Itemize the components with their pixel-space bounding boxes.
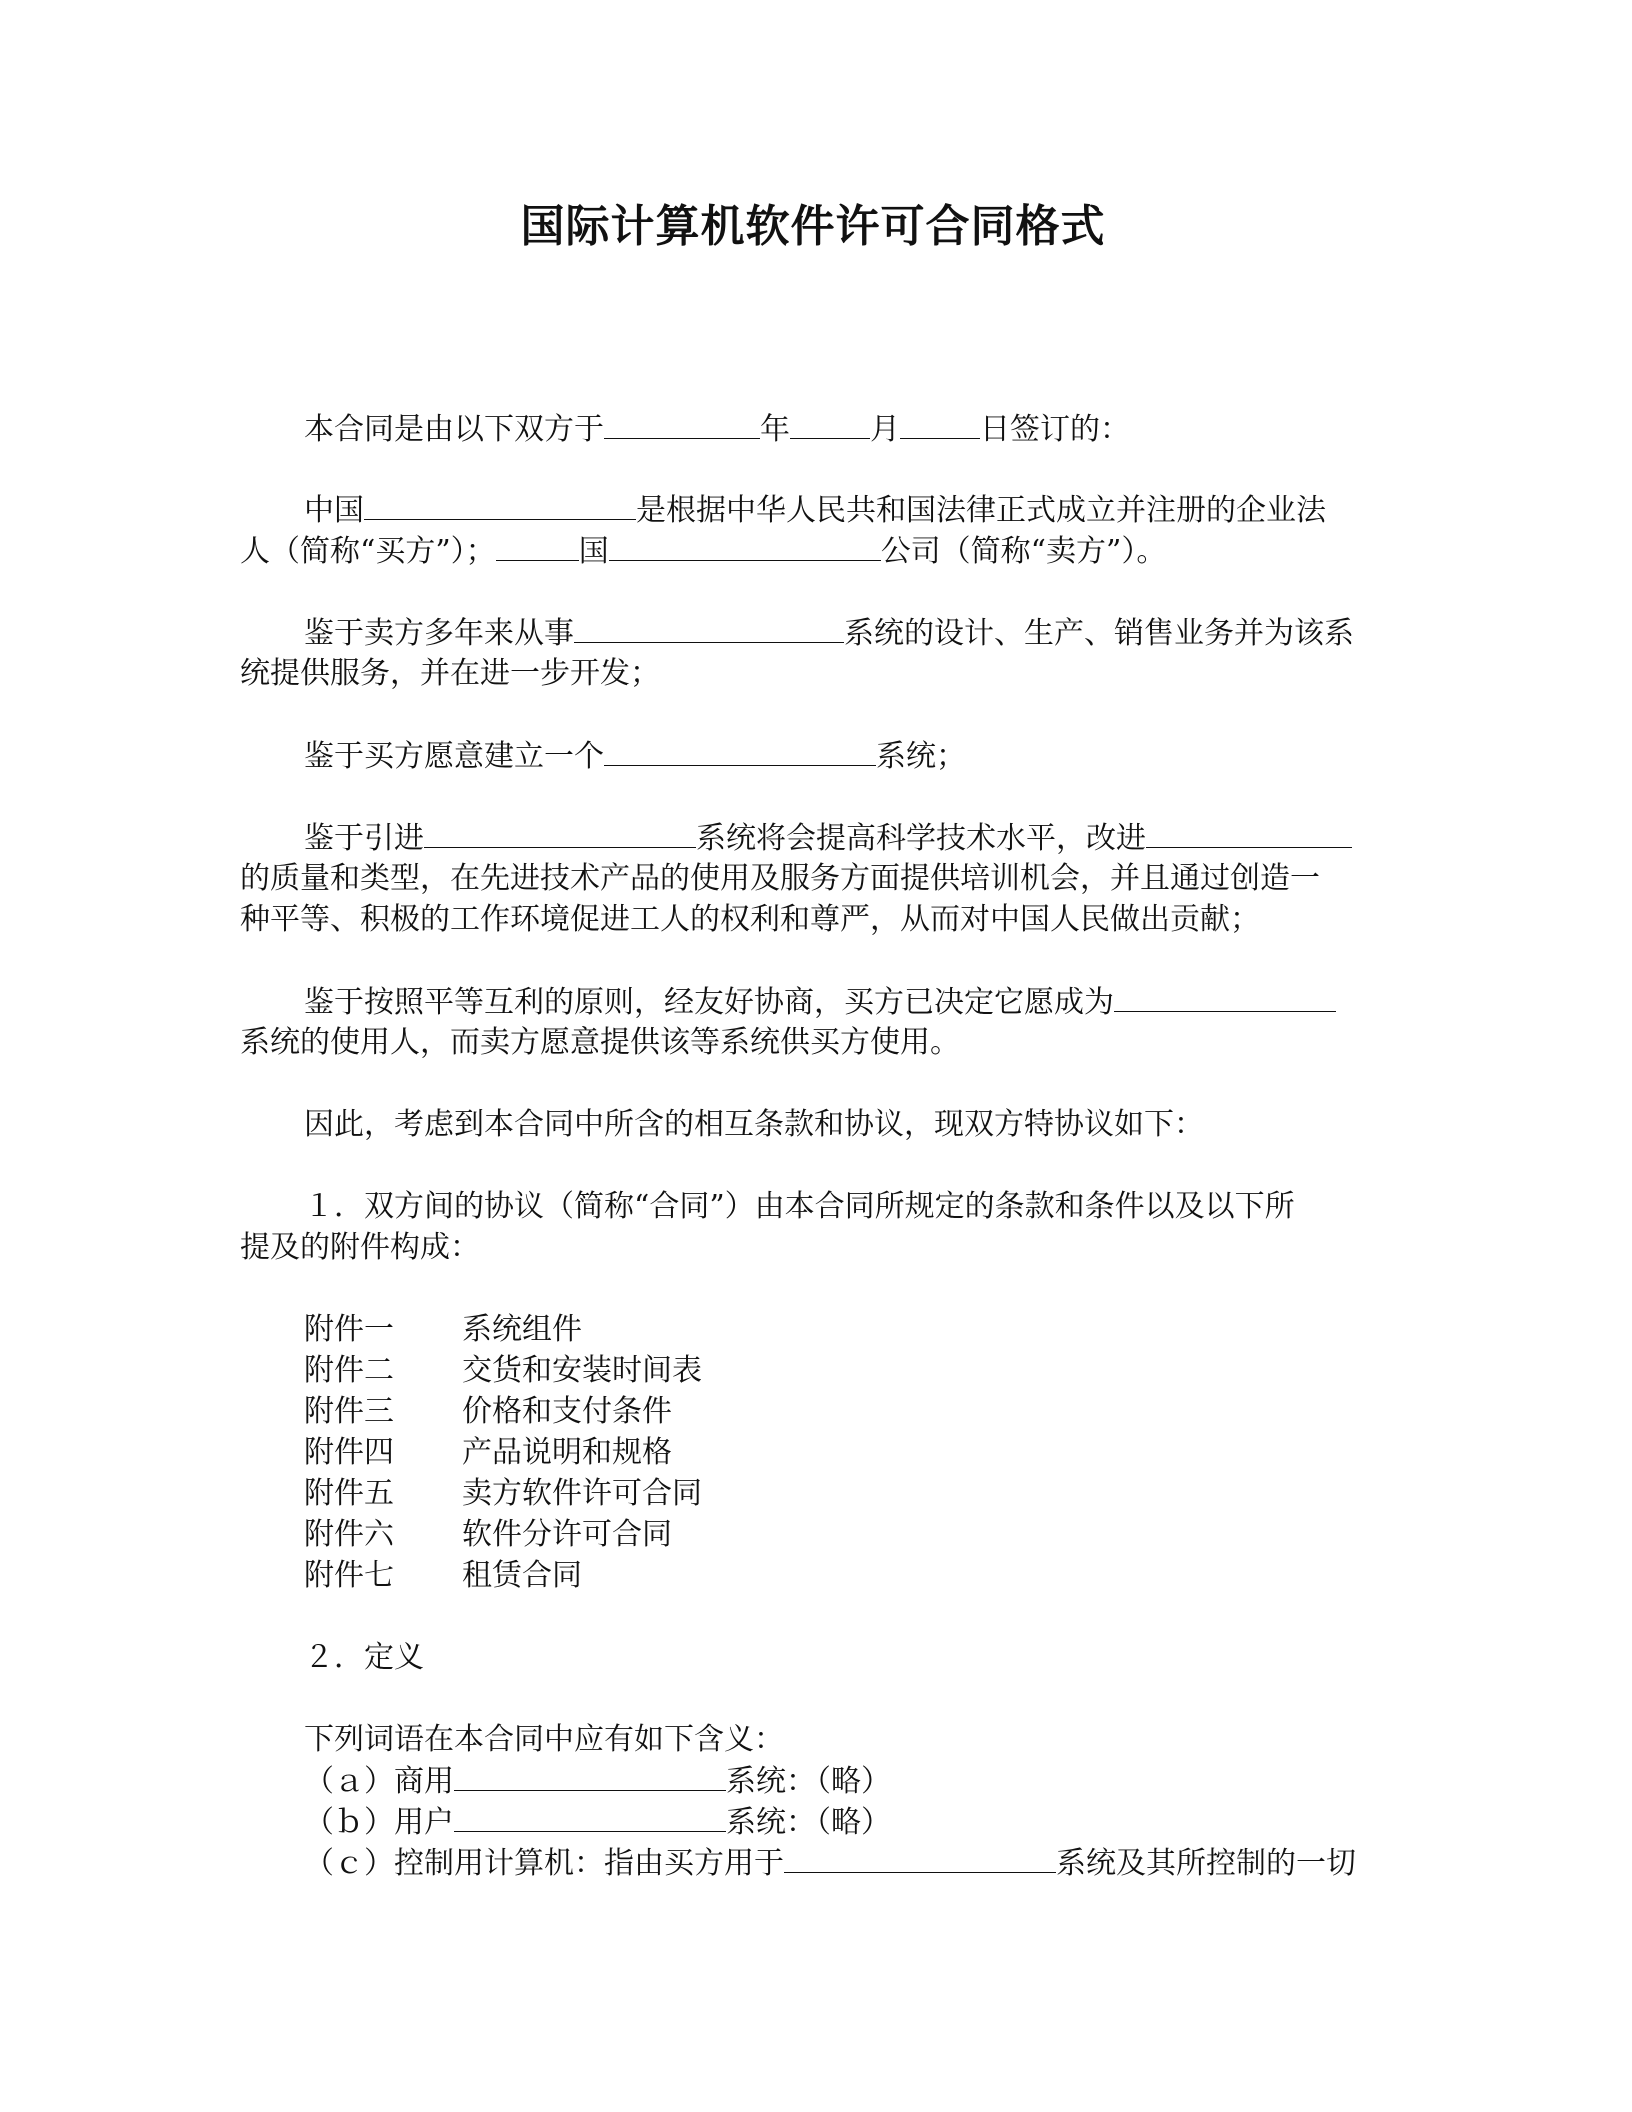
- definition-text: （ｂ）用户: [304, 1805, 454, 1840]
- whereas-3-line-1: [240, 817, 1386, 859]
- annex-title: 卖方软件许可合同: [462, 1476, 702, 1511]
- annex-item: [304, 1309, 582, 1350]
- parties-line-1: [240, 489, 1386, 531]
- whereas-4-line-1: [240, 981, 1386, 1023]
- whereas-text: 鉴于引进: [304, 821, 424, 856]
- annex-item: [304, 1555, 582, 1596]
- annex-title: 交货和安装时间表: [462, 1353, 702, 1388]
- parties-text: 国: [578, 534, 609, 569]
- document-page: [240, 0, 1386, 2112]
- whereas-1-line-2: 统提供服务，并在进一步开发；: [240, 656, 660, 691]
- intro-year-label: 年: [760, 412, 790, 447]
- parties-text: 中国: [304, 493, 364, 528]
- system-blank: [424, 817, 696, 848]
- day-blank: [900, 408, 980, 439]
- annex-item: [304, 1391, 672, 1432]
- annex-item: [304, 1473, 702, 1514]
- definitions-intro: 下列词语在本合同中应有如下含义：: [304, 1722, 784, 1757]
- whereas-3-line-3: 种平等、积极的工作环境促进工人的权利和尊严，从而对中国人民做出贡献；: [240, 902, 1260, 937]
- whereas-text: 系统的设计、生产、销售业务并为该系: [844, 616, 1354, 651]
- whereas-text: 鉴于买方愿意建立一个: [304, 739, 604, 774]
- document-title: 国际计算机软件许可合同格式: [520, 201, 1106, 252]
- date-blank: [604, 408, 760, 439]
- annex-label: 附件二: [304, 1353, 394, 1388]
- intro-text: 本合同是由以下双方于: [304, 412, 604, 447]
- parties-text: 人（简称“买方”）；: [240, 534, 496, 569]
- definition-b: [240, 1801, 1386, 1843]
- whereas-4-line-2: 系统的使用人，而卖方愿意提供该等系统供买方使用。: [240, 1025, 960, 1060]
- seller-name-blank: [609, 530, 881, 561]
- definition-text: 系统：（略）: [726, 1764, 891, 1799]
- annex-label: 附件五: [304, 1476, 394, 1511]
- clause-1-line-1: １．双方间的协议（简称“合同”）由本合同所规定的条款和条件以及以下所: [304, 1189, 1295, 1224]
- intro-day-label: 日签订的：: [980, 412, 1130, 447]
- system-blank: [454, 1760, 726, 1791]
- seller-country-blank: [496, 530, 579, 561]
- definition-text: 系统：（略）: [726, 1805, 891, 1840]
- annex-label: 附件七: [304, 1558, 394, 1593]
- parties-text: 是根据中华人民共和国法律正式成立并注册的企业法: [636, 493, 1326, 528]
- whereas-1-line-1: [240, 612, 1386, 654]
- system-blank: [784, 1842, 1056, 1873]
- intro-paragraph: [240, 408, 1386, 450]
- definition-a: [240, 1760, 1386, 1802]
- definition-text: （ａ）商用: [304, 1764, 454, 1799]
- improvement-blank: [1146, 817, 1352, 848]
- system-blank: [574, 612, 844, 643]
- annex-label: 附件三: [304, 1394, 394, 1429]
- definition-text: （ｃ）控制用计算机：指由买方用于: [304, 1846, 784, 1881]
- annex-title: 租赁合同: [462, 1558, 582, 1593]
- annex-label: 附件四: [304, 1435, 394, 1470]
- annex-title: 产品说明和规格: [462, 1435, 672, 1470]
- annex-title: 系统组件: [462, 1312, 582, 1347]
- whereas-text: 鉴于卖方多年来从事: [304, 616, 574, 651]
- parties-text: 公司（简称“卖方”）。: [880, 534, 1167, 569]
- system-blank: [604, 735, 876, 766]
- intro-month-label: 月: [870, 412, 900, 447]
- buyer-name-blank: [364, 489, 636, 520]
- annex-item: [304, 1514, 672, 1555]
- annex-title: 价格和支付条件: [462, 1394, 672, 1429]
- system-blank: [454, 1801, 726, 1832]
- clause-2-heading: ２．定义: [304, 1640, 424, 1675]
- therefore-paragraph: 因此，考虑到本合同中所含的相互条款和协议，现双方特协议如下：: [304, 1107, 1204, 1142]
- annex-item: [304, 1432, 672, 1473]
- annex-label: 附件六: [304, 1517, 394, 1552]
- month-blank: [790, 408, 870, 439]
- whereas-text: 鉴于按照平等互利的原则，经友好协商，买方已决定它愿成为: [304, 985, 1114, 1020]
- whereas-text: 系统；: [876, 739, 966, 774]
- whereas-2: [240, 735, 1386, 777]
- system-blank: [1114, 981, 1336, 1012]
- annex-label: 附件一: [304, 1312, 394, 1347]
- clause-1-line-2: 提及的附件构成：: [240, 1230, 480, 1265]
- whereas-text: 系统将会提高科学技术水平，改进: [696, 821, 1146, 856]
- parties-line-2: [240, 530, 1386, 572]
- definition-text: 系统及其所控制的一切: [1056, 1846, 1356, 1881]
- definition-c: [240, 1842, 1386, 1884]
- annex-item: [304, 1350, 702, 1391]
- annex-title: 软件分许可合同: [462, 1517, 672, 1552]
- whereas-3-line-2: 的质量和类型，在先进技术产品的使用及服务方面提供培训机会，并且通过创造一: [240, 861, 1320, 896]
